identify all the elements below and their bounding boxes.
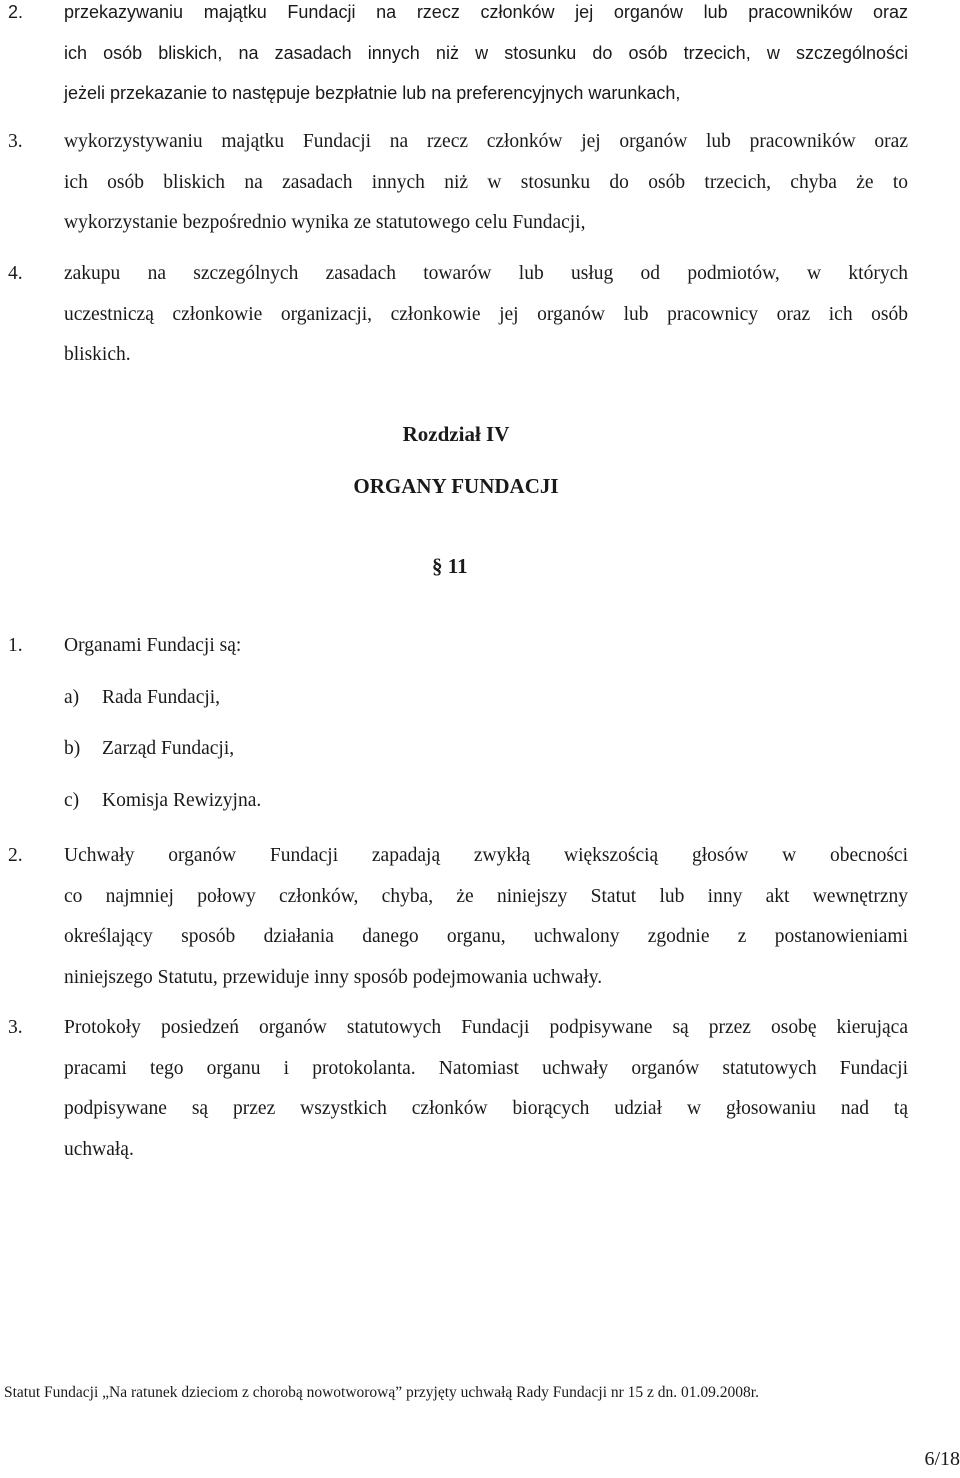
list-item xyxy=(8,1008,908,1170)
item-line: pracami tego organu i protokolanta. Natomiast uchwały organów statutowych Fundacji xyxy=(64,1057,908,1079)
item-line: zakupu na szczególnych zasadach towarów lub usług od podmiotów, w których xyxy=(64,263,908,284)
sub-item xyxy=(64,734,234,764)
item-line: Organami Fundacji są: xyxy=(64,635,242,656)
sub-item-text: Zarząd Fundacji, xyxy=(102,738,235,759)
list-item xyxy=(8,0,908,114)
list-item xyxy=(8,626,908,667)
sub-item-label: a) xyxy=(64,687,80,708)
sub-item-label: b) xyxy=(64,738,81,759)
item-line: wykorzystywaniu majątku Fundacji na rzecz członków jej organów lub pracowników oraz xyxy=(64,131,908,152)
item-number: 1. xyxy=(8,635,23,656)
item-line: przekazywaniu majątku Fundacji na rzecz członków jej organów lub pracowników oraz xyxy=(64,2,908,22)
sub-item-text: Rada Fundacji, xyxy=(102,687,221,708)
chapter-subtitle: ORGANY FUNDACJI xyxy=(353,474,559,498)
item-number: 3. xyxy=(8,1017,23,1038)
item-line: uchwałą. xyxy=(64,1138,134,1160)
sub-item-text: Komisja Rewizyjna. xyxy=(102,790,262,811)
paragraph-number: 11 xyxy=(447,554,468,578)
item-line: określający sposób działania danego organu, uchwalony zgodnie z postanowieniami xyxy=(64,926,908,947)
item-line: Uchwały organów Fundacji zapadają zwykłą większością głosów w obecności xyxy=(64,845,908,866)
item-line: wykorzystanie bezpośrednio wynika ze statutowego celu Fundacji, xyxy=(64,212,586,233)
item-line: jeżeli przekazanie to następuje bezpłatnie lub na preferencyjnych warunkach, xyxy=(64,83,681,103)
item-number: 2. xyxy=(8,845,23,866)
sub-item xyxy=(64,786,261,816)
item-line: ich osób bliskich, na zasadach innych niż w stosunku do osób trzecich, w szczególności xyxy=(64,42,908,63)
sub-item xyxy=(64,683,220,713)
item-number: 2. xyxy=(8,2,24,22)
paragraph-mark xyxy=(432,554,468,579)
chapter-title: Rozdział IV xyxy=(402,422,510,446)
list-item xyxy=(8,836,908,998)
sub-item-label: c) xyxy=(64,790,80,811)
item-number: 4. xyxy=(8,263,23,284)
item-line: podpisywane są przez wszystkich członków biorących udział w głosowaniu nad tą xyxy=(64,1098,908,1119)
section-sign-icon: § xyxy=(432,554,448,578)
item-line: ich osób bliskich na zasadach innych niż w stosunku do osób trzecich, chyba że to xyxy=(64,171,908,193)
page-footer: Statut Fundacji „Na ratunek dzieciom z chorobą nowotworową” przyjęty uchwałą Rady Fundacji nr 15 z dn. 01.09.2008r. xyxy=(4,1384,759,1401)
list-item xyxy=(8,254,908,376)
item-line: uczestniczą członkowie organizacji, członkowie jej organów lub pracownicy oraz ich osób xyxy=(64,303,908,325)
item-line: bliskich. xyxy=(64,344,131,365)
item-line: niniejszego Statutu, przewiduje inny sposób podejmowania uchwały. xyxy=(64,966,603,988)
item-line: Protokoły posiedzeń organów statutowych Fundacji podpisywane są przez osobę kierująca xyxy=(64,1017,908,1038)
list-item xyxy=(8,122,908,244)
item-line: co najmniej połowy członków, chyba, że niniejszy Statut lub inny akt wewnętrzny xyxy=(64,885,908,907)
item-number: 3. xyxy=(8,131,23,152)
page-number: 6/18 xyxy=(924,1448,960,1470)
